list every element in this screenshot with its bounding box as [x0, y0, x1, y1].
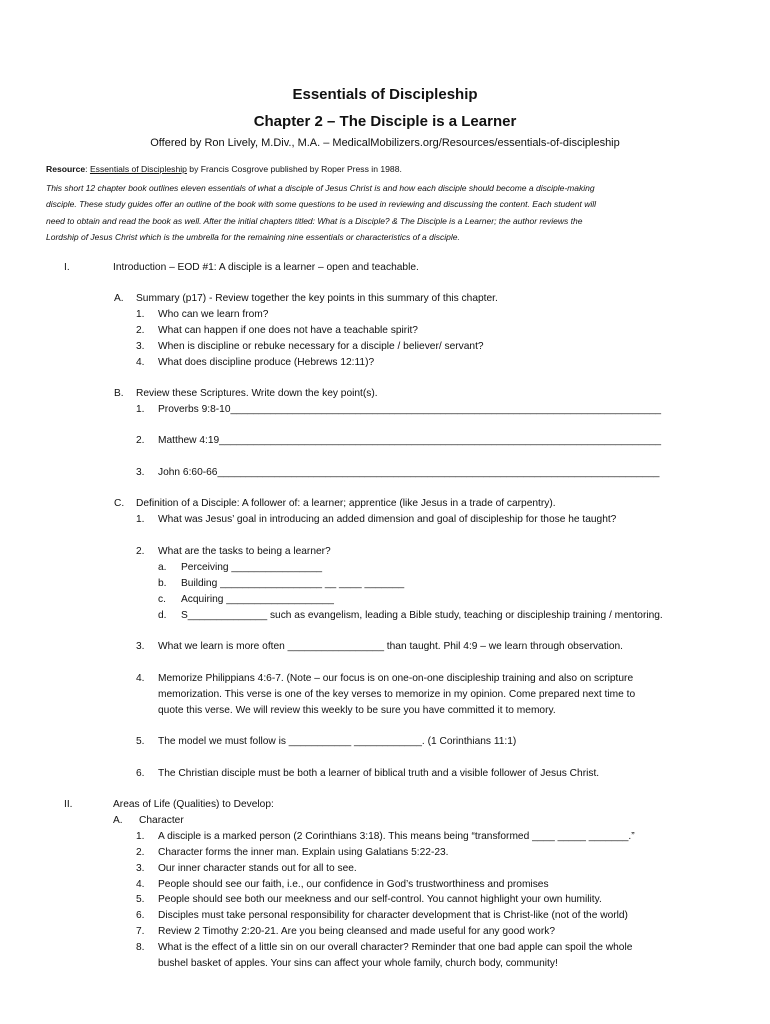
item-number: 3. [136, 467, 145, 478]
scripture-blank: John 6:60-66______________________________________________________________________________ [158, 467, 660, 478]
question-text: What can happen if one does not have a teachable spirit? [158, 325, 418, 336]
task-text: S______________ such as evangelism, leading a Bible study, teaching or discipleship training / mentoring. [181, 610, 663, 621]
resource-book-title: Essentials of Discipleship [89, 164, 187, 174]
item-number: 7. [136, 926, 145, 937]
task-letter: d. [158, 610, 167, 621]
question-text: The model we must follow is ___________ ____________. (1 Corinthians 11:1) [158, 736, 517, 747]
question-text: When is discipline or rebuke necessary for a disciple / believer/ servant? [158, 341, 484, 352]
question-text-continued: quote this verse. We will review this weekly to be sure you have committed it to memory. [158, 705, 556, 716]
subsection-letter: C. [114, 498, 125, 509]
character-point: Disciples must take personal responsibility for character development that is Christ-like (not of the world) [158, 910, 628, 921]
item-number: 1. [136, 514, 145, 525]
task-text: Perceiving ________________ [181, 562, 323, 573]
item-number: 2. [136, 325, 145, 336]
item-number: 5. [136, 736, 145, 747]
scripture-blank: Matthew 4:19______________________________________________________________________________ [158, 435, 662, 446]
item-number: 4. [136, 879, 145, 890]
question-text: What we learn is more often _________________ than taught. Phil 4:9 – we learn through observation. [158, 641, 623, 652]
offered-by-line: Offered by Ron Lively, M.Div., M.A. – MedicalMobilizers.org/Resources/essentials-of-discipleship [150, 137, 620, 149]
task-text: Building __________________ __ ____ _______ [181, 578, 405, 589]
scripture-blank: Proverbs 9:8-10____________________________________________________________________________ [158, 404, 662, 415]
item-number: 2. [136, 847, 145, 858]
task-letter: c. [158, 594, 166, 605]
character-point-continued: bushel basket of apples. Your sins can affect your whole family, church body, community! [158, 958, 558, 969]
question-text: Memorize Philippians 4:6-7. (Note – our focus is on one-on-one discipleship training and also on scripture [158, 673, 634, 684]
resource-colon: : [85, 164, 88, 174]
section-numeral: I. [64, 262, 70, 273]
item-number: 6. [136, 768, 145, 779]
task-letter: a. [158, 562, 167, 573]
item-number: 3. [136, 863, 145, 874]
question-text: What are the tasks to being a learner? [158, 546, 331, 557]
item-number: 1. [136, 404, 145, 415]
document-title: Essentials of Discipleship [292, 86, 478, 103]
character-point: People should see our faith, i.e., our confidence in God’s trustworthiness and promises [158, 879, 549, 890]
intro-paragraph-line: Lordship of Jesus Christ which is the umbrella for the remaining nine essentials or characteristics of a disciple. [46, 232, 460, 242]
task-letter: b. [158, 578, 167, 589]
resource-details: by Francis Cosgrove published by Roper Press in 1988. [186, 164, 402, 174]
character-point: Our inner character stands out for all to see. [158, 863, 357, 874]
item-number: 3. [136, 341, 145, 352]
subsection-letter: B. [114, 388, 124, 399]
item-number: 6. [136, 910, 145, 921]
chapter-subtitle: Chapter 2 – The Disciple is a Learner [253, 113, 517, 130]
intro-paragraph-line: disciple. These study guides offer an outline of the book with some questions to be used in reviewing and discussing the content. Each student will [46, 199, 596, 209]
character-point: People should see both our meekness and our self-control. You cannot highlight your own humility. [158, 894, 602, 905]
intro-paragraph-line: need to obtain and read the book as well. After the initial chapters titled: What is a Disciple? & The Disciple is a Learner; the author reviews the [46, 216, 583, 226]
question-text-continued: memorization. This verse is one of the key verses to memorize in my opinion. Come prepared next time to [158, 689, 636, 700]
character-point: Review 2 Timothy 2:20-21. Are you being cleansed and made useful for any good work? [158, 926, 555, 937]
item-number: 4. [136, 357, 145, 368]
resource-line [46, 164, 402, 174]
item-number: 1. [136, 831, 145, 842]
item-number: 2. [136, 435, 145, 446]
section-numeral: II. [64, 799, 73, 810]
item-number: 8. [136, 942, 145, 953]
character-point: What is the effect of a little sin on our overall character? Reminder that one bad apple can spoil the whole [158, 942, 633, 953]
item-number: 1. [136, 309, 145, 320]
subsection-letter: A. [113, 815, 123, 826]
subsection-text: Summary (p17) - Review together the key points in this summary of this chapter. [136, 293, 498, 304]
question-text: What does discipline produce (Hebrews 12:11)? [158, 357, 375, 368]
resource-label: Resource [46, 164, 86, 174]
item-number: 2. [136, 546, 145, 557]
item-number: 4. [136, 673, 145, 684]
item-number: 3. [136, 641, 145, 652]
subsection-text: Character [139, 815, 184, 826]
section-title: Introduction – EOD #1: A disciple is a learner – open and teachable. [113, 262, 419, 273]
question-text: The Christian disciple must be both a learner of biblical truth and a visible follower of Jesus Christ. [158, 768, 600, 779]
subsection-letter: A. [114, 293, 124, 304]
item-number: 5. [136, 894, 145, 905]
character-point: A disciple is a marked person (2 Corinthians 3:18). This means being “transformed ____ _____ _______.” [158, 831, 635, 842]
character-point: Character forms the inner man. Explain using Galatians 5:22-23. [158, 847, 449, 858]
subsection-text: Review these Scriptures. Write down the key point(s). [136, 388, 378, 399]
task-text: Acquiring ___________________ [181, 594, 334, 605]
question-text: Who can we learn from? [158, 309, 269, 320]
section-title: Areas of Life (Qualities) to Develop: [113, 799, 274, 810]
intro-paragraph-line: This short 12 chapter book outlines eleven essentials of what a disciple of Jesus Christ is and how each disciple should become a disciple-making [46, 183, 595, 193]
subsection-text: Definition of a Disciple: A follower of: a learner; apprentice (like Jesus in a trade of carpentry). [136, 498, 556, 509]
question-text: What was Jesus’ goal in introducing an added dimension and goal of discipleship for those he taught? [158, 514, 617, 525]
